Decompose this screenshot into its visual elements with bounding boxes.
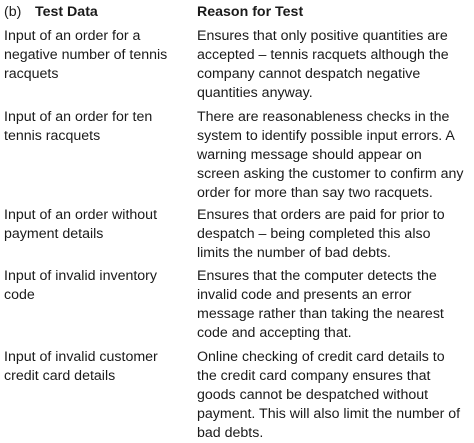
reason-line: Ensures that orders are paid for prior to (197, 207, 445, 223)
test-data-line: Input of an order for a (4, 28, 141, 44)
test-data-line: racquets (4, 66, 59, 82)
test-data-line: Input of an order for ten (4, 109, 153, 125)
test-data-cell (4, 27, 182, 84)
reason-line: the credit card company ensures that (197, 368, 431, 384)
reason-line: warning message should appear on (197, 147, 422, 163)
reason-line: quantities anyway. (197, 85, 313, 101)
reason-line: despatch – being completed this also (197, 226, 431, 242)
test-data-cell (4, 108, 182, 146)
reason-cell (197, 108, 470, 203)
reason-line: invalid code and presents an error (197, 287, 412, 303)
reason-heading: Reason for Test (197, 4, 304, 20)
reason-line: goods cannot be despatched without (197, 387, 429, 403)
test-data-line: tennis racquets (4, 128, 101, 144)
test-data-line: Input of invalid customer (4, 349, 158, 365)
test-data-cell (4, 348, 182, 386)
reason-cell (197, 267, 470, 343)
reason-line: Online checking of credit card details to (197, 349, 445, 365)
part-label: (b) (4, 4, 22, 20)
reason-line: screen asking the customer to confirm any (197, 166, 464, 182)
reason-line: accepted – tennis racquets although the (197, 47, 449, 63)
test-data-line: Input of an order without (4, 207, 158, 223)
reason-line: There are reasonableness checks in the (197, 109, 450, 125)
test-data-line: credit card details (4, 368, 116, 384)
reason-line: payment. This will also limit the number of (197, 406, 461, 422)
reason-line: order for more than say two racquets. (197, 185, 433, 201)
reason-cell (197, 348, 470, 443)
reason-line: Ensures that the computer detects the (197, 268, 437, 284)
test-data-line: Input of invalid inventory (4, 268, 158, 284)
reason-line: company cannot despatch negative (197, 66, 421, 82)
reason-line: code and accepting that. (197, 325, 352, 341)
reason-line: message rather than taking the nearest (197, 306, 444, 322)
reason-line: Ensures that only positive quantities are (197, 28, 448, 44)
reason-line: bad debts. (197, 425, 264, 441)
table-header (4, 3, 470, 23)
test-data-cell (4, 267, 182, 305)
test-data-heading: Test Data (35, 4, 98, 20)
test-data-line: payment details (4, 226, 104, 242)
reason-cell (197, 206, 470, 263)
reason-cell (197, 27, 470, 103)
reason-line: system to identify possible input errors. A (197, 128, 455, 144)
test-data-cell (4, 206, 182, 244)
test-data-line: code (4, 287, 35, 303)
test-data-line: negative number of tennis (4, 47, 168, 63)
reason-line: limits the number of bad debts. (197, 245, 391, 261)
